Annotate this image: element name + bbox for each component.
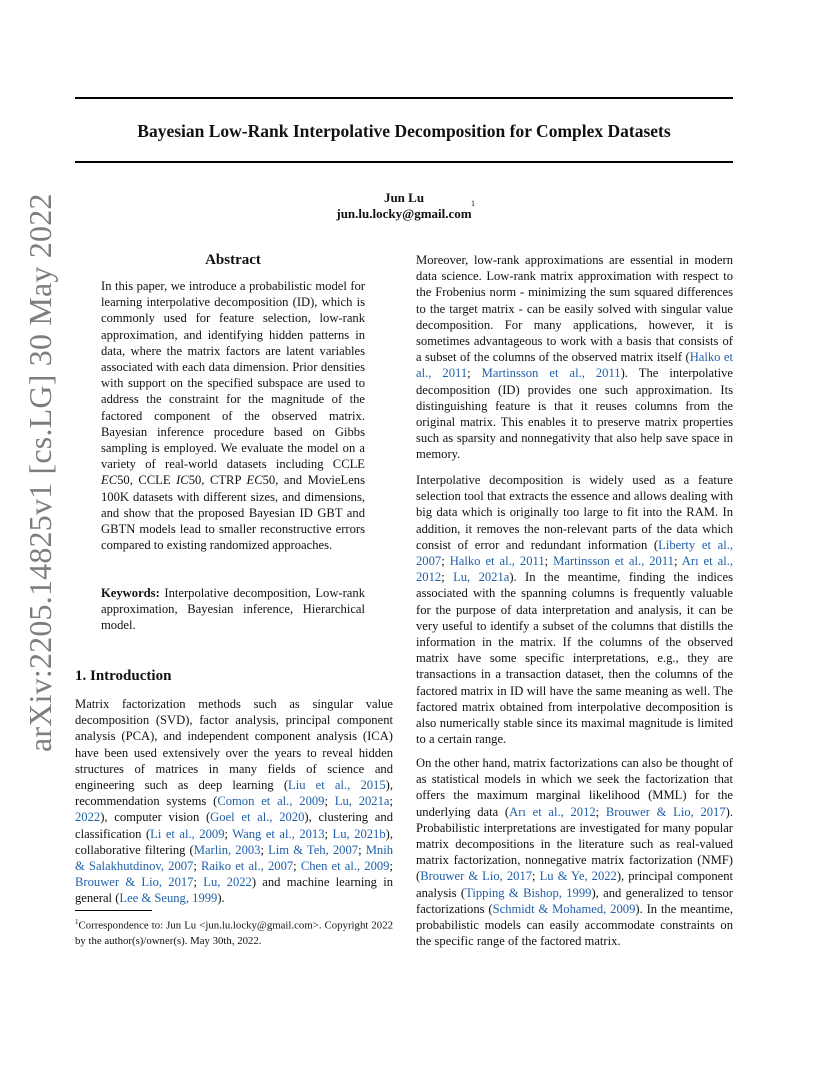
footnote	[75, 915, 393, 949]
citation-link[interactable]: Brouwer & Lio, 2017	[420, 869, 533, 884]
text-run: Moreover, low-rank approximations are essential in modern data science. Low-rank matrix approximation with respect to the Frobenius norm - minimizing the sum squared differences to the target matrix - can be easily solved with singular value decomposition. For many applications, however, it is sometimes advantageous to work with a basis that consists of a subset of the columns of the observed matrix itself (	[416, 253, 733, 365]
separator: ;	[224, 826, 233, 841]
text-run: Matrix factorization methods such as singular value decomposition (SVD), factor analysis, principal component analysis (PCA), and independent component analysis (ICA) have been used extensively over the years to reveal hidden structures of matrices in many fields of science and engineering such as deep learning (	[75, 697, 393, 793]
citation-link[interactable]: Brouwer & Lio, 2017	[75, 875, 194, 890]
text-run: ).	[217, 891, 225, 906]
citation-link[interactable]: Lu, 2021b	[332, 826, 386, 841]
separator: ;	[260, 842, 269, 857]
abstract-num-1: 50, CCLE	[117, 473, 177, 488]
text-run: ) and machine learning in general (	[75, 875, 393, 906]
section-heading-introduction: 1. Introduction	[75, 668, 172, 684]
text-run: ), computer vision (	[100, 810, 211, 825]
arxiv-stamp: arXiv:2205.14825v1 [cs.LG] 30 May 2022	[22, 193, 58, 752]
right-column-paragraph-2	[416, 472, 733, 747]
separator: ;	[293, 859, 301, 874]
abstract-num-2: 50, CTRP	[188, 473, 247, 488]
citation-link[interactable]: Schmidt & Mohamed, 2009	[492, 901, 636, 916]
author-email[interactable]: jun.lu.locky@gmail.com	[336, 206, 472, 221]
citation-link[interactable]: Lu, 2022	[203, 875, 252, 890]
separator: ;	[389, 794, 393, 809]
separator: ;	[193, 875, 204, 890]
citation-link[interactable]: Lu, 2021a	[453, 570, 510, 585]
math-ec-1: EC	[101, 473, 118, 488]
author-name-text: Jun Lu	[383, 190, 425, 205]
citation-link[interactable]: Lu, 2021a	[334, 794, 390, 809]
keywords-label: Keywords:	[101, 586, 160, 600]
citation-link[interactable]: Brouwer & Lio, 2017	[605, 804, 726, 819]
title-rule-top	[75, 97, 733, 99]
keywords-text: Interpolative decomposition, Low-rank approximation, Bayesian inference, Hierarchical model.	[101, 586, 365, 633]
keywords-paragraph	[101, 585, 365, 634]
separator: ;	[532, 869, 540, 884]
citation-link[interactable]: Lu & Ye, 2022	[539, 869, 617, 884]
abstract-heading: Abstract	[205, 252, 261, 268]
citation-link[interactable]: Lim & Teh, 2007	[268, 842, 359, 857]
paper-title: Bayesian Low-Rank Interpolative Decomposition for Complex Datasets	[137, 121, 671, 141]
text-run: ). In the meantime, finding the indices associated with the spanning columns is frequently valuable for the purpose of data interpretation and analysis, it can be very useful to identify a subset of the columns that distills the information in the matrix. If the columns of the observed matrix have some specific interpretations, e.g., they are transactions in a transaction dataset, then the columns of the factored matrix in ID will have the same meaning as well. The factored matrix obtained from interpolative decomposition is also numerically stable since its maximal magnitude is limited to a certain range.	[416, 570, 733, 747]
citation-link[interactable]: Lee & Seung, 1999	[119, 891, 218, 906]
separator: ;	[595, 804, 606, 819]
separator: ;	[441, 570, 454, 585]
text-run: ), principal component analysis (	[416, 869, 734, 900]
text-run: On the other hand, matrix factorizations can also be thought of as statistical models in which we seek the factorization that offers the maximum marginal likelihood (MML) for the underlying data (	[416, 756, 733, 819]
separator: ;	[358, 842, 366, 857]
keywords	[101, 585, 365, 634]
separator: ;	[324, 826, 333, 841]
right-column-paragraph-1	[416, 252, 733, 463]
citation-link[interactable]: Liu et al., 2015	[288, 778, 386, 793]
citation-link[interactable]: Raiko et al., 2007	[201, 859, 294, 874]
separator: ;	[467, 366, 482, 381]
footnote-rule	[75, 910, 152, 911]
author-name	[75, 190, 733, 206]
text-run: ), and generalized to tensor factorizations (	[416, 885, 733, 916]
text-run: ). The interpolative decomposition (ID) provides one such approximation. Its distinguishing feature is that it reuses columns from the original matrix. This enables it to preserve matrix properties such as sparsity and nonnegativity that also help save space in memory.	[416, 366, 733, 462]
separator: ;	[544, 554, 554, 569]
citation-link[interactable]: Wang et al., 2013	[232, 826, 325, 841]
separator: ;	[441, 554, 450, 569]
text-run: ), recommendation systems (	[75, 778, 393, 809]
citation-link[interactable]: Arı et al., 2012	[416, 554, 734, 585]
separator: ;	[324, 794, 335, 809]
citation-link[interactable]: Tipping & Bishop, 1999	[465, 885, 592, 900]
paragraph-low-rank	[416, 252, 733, 463]
citation-link[interactable]: Halko et al., 2011	[449, 554, 545, 569]
text-run: ), clustering and classification (	[75, 810, 393, 841]
math-ec-2: EC	[246, 473, 263, 488]
citation-link[interactable]: Goel et al., 2020	[210, 810, 305, 825]
separator: ;	[389, 859, 393, 874]
text-run: Interpolative decomposition is widely used as a feature selection tool that extracts the essence and allows dealing with big data which is originally too large to fit into the RAM. In addition, it removes the non-relevant parts of the data which consist of error and redundant information (	[416, 473, 733, 552]
right-column-paragraph-3	[416, 755, 733, 949]
paragraph-probabilistic	[416, 755, 733, 949]
text-run: ), collaborative filtering (	[75, 826, 393, 857]
citation-link[interactable]: Marlin, 2003	[193, 842, 261, 857]
abstract-body	[101, 278, 365, 553]
title-rule-bottom	[75, 161, 733, 163]
author-affiliation-mark: 1	[471, 199, 475, 208]
separator: ;	[193, 859, 201, 874]
citation-link[interactable]: Chen et al., 2009	[300, 859, 390, 874]
citation-link[interactable]: Liberty et al., 2007	[416, 537, 733, 569]
text-run: ). In the meantime, probabilistic models can easily accommodate constraints on the specific range of the factored matrix.	[416, 901, 733, 949]
abstract-text-b: 50, and MovieLens 100K datasets with different sizes, and dimensions, and show that the proposed Bayesian ID GBT and GBTN models lead to smaller reconstructive errors compared to existing randomized approaches.	[101, 473, 365, 553]
text-run: ). Probabilistic interpretations are investigated for many popular matrix decompositions in the literature such as real-valued matrix factorization, nonnegative matrix factorization (NMF) (	[416, 804, 733, 884]
footnote-text: Correspondence to: Jun Lu <jun.lu.locky@gmail.com>. Copyright 2022 by the author(s)/owner(s). May 30th, 2022.	[75, 919, 393, 947]
citation-link[interactable]: Martinsson et al., 2011	[553, 554, 674, 569]
separator: ;	[673, 554, 682, 569]
citation-link[interactable]: Comon et al., 2009	[217, 794, 325, 809]
paragraph-interpolative	[416, 472, 733, 747]
citation-link[interactable]: Martinsson et al., 2011	[481, 366, 621, 381]
citation-link[interactable]: 2022	[75, 810, 101, 825]
abstract-text-a: In this paper, we introduce a probabilistic model for learning interpolative decomposition (ID), which is commonly used for feature selection, low-rank approximation, and identifying hidden patterns in data, where the matrix factors are latent variables associated with each data dimension. Prior densities with support on the specified subspace are used to address the constraint for the magnitude of the factored component of the observed matrix. Bayesian inference procedure based on Gibbs sampling is employed. We evaluate the model on a variety of real-world datasets including CCLE	[101, 279, 365, 472]
abstract-paragraph	[101, 278, 365, 553]
citation-link[interactable]: Li et al., 2009	[150, 826, 225, 841]
citation-link[interactable]: Mnih & Salakhutdinov, 2007	[75, 842, 393, 874]
intro-paragraph-1	[75, 696, 393, 907]
math-ic: IC	[176, 473, 189, 488]
citation-link[interactable]: Halko et al., 2011	[416, 350, 734, 381]
footnote-mark: 1	[75, 918, 79, 926]
citation-link[interactable]: Arı et al., 2012	[509, 804, 596, 819]
introduction-body	[75, 696, 393, 907]
